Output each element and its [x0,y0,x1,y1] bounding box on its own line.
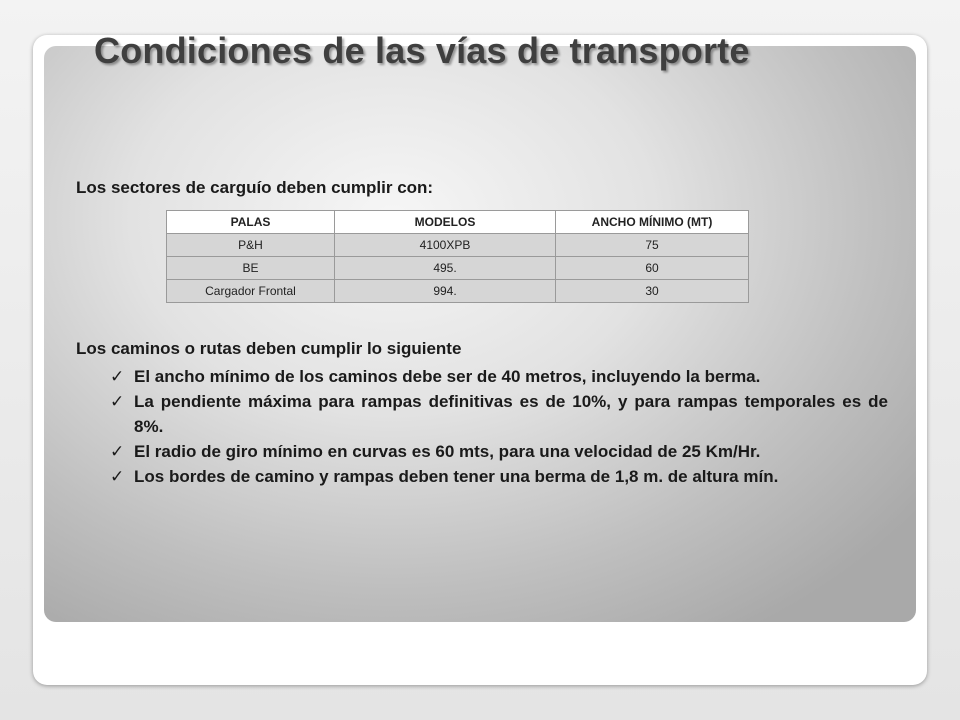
cell-modelo: 994. [335,280,556,303]
list-item [110,389,888,439]
road-rules-list [110,364,888,489]
table-row [167,280,749,303]
cell-ancho: 60 [556,257,749,280]
checkmark-icon: ✓ [110,467,125,486]
slide-panel [44,46,916,622]
shovel-width-table [166,210,749,303]
checkmark-icon: ✓ [110,367,125,386]
slide-title: Condiciones de las vías de transporte [94,30,750,71]
table-header-row [167,211,749,234]
checkmark-icon: ✓ [110,442,125,461]
list-item [110,464,888,489]
table-row [167,234,749,257]
list-item [110,364,888,389]
checkmark-icon: ✓ [110,392,125,411]
bullet-text: La pendiente máxima para rampas definitivas es de 10%, y para rampas temporales es de 8%. [134,392,888,436]
cell-modelo: 4100XPB [335,234,556,257]
cell-ancho: 30 [556,280,749,303]
cell-pala: P&H [167,234,335,257]
roads-lead-text: Los caminos o rutas deben cumplir lo siguiente [76,339,462,358]
bullet-text: El radio de giro mínimo en curvas es 60 mts, para una velocidad de 25 Km/Hr. [134,442,761,461]
cell-pala: Cargador Frontal [167,280,335,303]
header-palas: PALAS [167,211,335,234]
table-row [167,257,749,280]
bullet-text: Los bordes de camino y rampas deben tener una berma de 1,8 m. de altura mín. [134,467,779,486]
header-modelos: MODELOS [335,211,556,234]
list-item [110,439,888,464]
cell-ancho: 75 [556,234,749,257]
cell-pala: BE [167,257,335,280]
cell-modelo: 495. [335,257,556,280]
loading-sectors-intro: Los sectores de carguío deben cumplir con: [76,178,434,197]
header-ancho-minimo: ANCHO MÍNIMO (MT) [556,211,749,234]
bullet-text: El ancho mínimo de los caminos debe ser de 40 metros, incluyendo la berma. [134,367,761,386]
